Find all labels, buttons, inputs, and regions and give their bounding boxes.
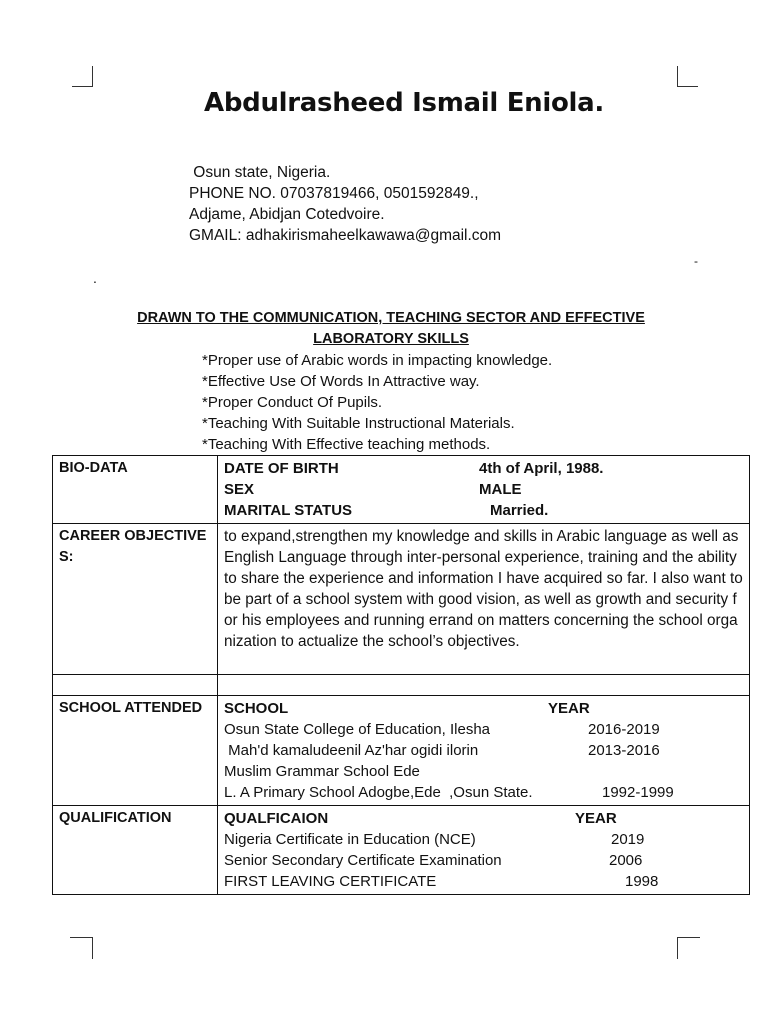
biodata-row <box>53 456 750 524</box>
schools-header <box>224 698 743 719</box>
qualification-entry <box>224 850 743 871</box>
school-entry <box>224 782 743 803</box>
crop-mark-bottom-left <box>92 937 93 959</box>
qualification-year: 2019 <box>611 831 645 848</box>
qualification-entry <box>224 871 743 892</box>
qualification-header-year: YEAR <box>575 810 617 827</box>
crop-mark-bottom-right-h <box>677 937 700 938</box>
school-year: 2013-2016 <box>588 742 660 759</box>
school-name: Mah'd kamaludeenil Az'har ogidi ilorin <box>224 742 479 759</box>
crop-mark-top-left-h <box>72 86 93 87</box>
sex-value: MALE <box>479 481 522 498</box>
qualification-header-qual: QUALFICAION <box>224 810 329 827</box>
page-title: Abdulrasheed Ismail Eniola. <box>204 88 604 118</box>
school-year: 1992-1999 <box>602 784 674 801</box>
dob-key: DATE OF BIRTH <box>224 460 339 477</box>
career-content <box>218 524 750 675</box>
school-entry <box>224 719 743 740</box>
marital-line <box>224 500 743 521</box>
career-row <box>53 524 750 675</box>
schools-row <box>53 696 750 806</box>
schools-header-school: SCHOOL <box>224 700 289 717</box>
school-name: L. A Primary School Adogbe,Ede ,Osun State. <box>224 784 533 801</box>
contact-phone: PHONE NO. 07037819466, 0501592849., <box>189 185 479 202</box>
skill-item: *Teaching With Suitable Instructional Materials. <box>202 415 515 432</box>
skill-item: *Proper Conduct Of Pupils. <box>202 394 383 411</box>
crop-mark-top-left <box>92 66 93 86</box>
skill-item: *Proper use of Arabic words in impacting knowledge. <box>202 352 553 369</box>
school-name: Osun State College of Education, Ilesha <box>224 721 491 738</box>
contact-location: Osun state, Nigeria. <box>189 164 331 181</box>
qualification-name: Nigeria Certificate in Education (NCE) <box>224 831 476 848</box>
contact-email: GMAIL: adhakirismaheelkawawa@gmail.com <box>189 227 502 244</box>
empty-row <box>53 675 750 696</box>
cv-table <box>52 455 750 895</box>
school-entry <box>224 740 743 761</box>
dob-value: 4th of April, 1988. <box>479 460 604 477</box>
stray-dot: . <box>93 270 97 286</box>
contact-address: Adjame, Abidjan Cotedvoire. <box>189 206 385 223</box>
empty-cell-right <box>218 675 750 696</box>
sex-key: SEX <box>224 481 255 498</box>
qualification-row <box>53 806 750 895</box>
schools-content <box>218 696 750 806</box>
marital-value: Married. <box>490 502 549 519</box>
qualification-header <box>224 808 743 829</box>
schools-header-year: YEAR <box>548 700 590 717</box>
qualification-content <box>218 806 750 895</box>
school-name: Muslim Grammar School Ede <box>224 763 420 780</box>
empty-cell-left <box>53 675 218 696</box>
dob-line <box>224 458 743 479</box>
crop-mark-top-right-h <box>677 86 698 87</box>
qualification-year: 2006 <box>609 852 643 869</box>
crop-mark-top-right <box>677 66 678 86</box>
sex-line <box>224 479 743 500</box>
skills-heading-line2: LABORATORY SKILLS <box>313 331 469 347</box>
stray-dash: - <box>694 254 698 268</box>
skill-item: *Effective Use Of Words In Attractive way. <box>202 373 480 390</box>
crop-mark-bottom-left-h <box>70 937 93 938</box>
career-label: CAREER OBJECTIVES: <box>53 524 218 675</box>
qualification-year: 1998 <box>625 873 659 890</box>
qualification-name: Senior Secondary Certificate Examination <box>224 852 502 869</box>
qualification-entry <box>224 829 743 850</box>
biodata-content <box>218 456 750 524</box>
school-year: 2016-2019 <box>588 721 660 738</box>
crop-mark-bottom-right <box>677 937 678 959</box>
marital-key: MARITAL STATUS <box>224 502 353 519</box>
qualification-name: FIRST LEAVING CERTIFICATE <box>224 873 437 890</box>
biodata-label: BIO-DATA <box>53 456 218 524</box>
skills-heading-line1: DRAWN TO THE COMMUNICATION, TEACHING SECTOR AND EFFECTIVE <box>137 310 645 326</box>
qualification-label: QUALIFICATION <box>53 806 218 895</box>
schools-label: SCHOOL ATTENDED <box>53 696 218 806</box>
contact-block <box>189 162 501 246</box>
school-entry <box>224 761 743 782</box>
skills-list <box>202 350 552 455</box>
skill-item: *Teaching With Effective teaching methods. <box>202 436 491 453</box>
career-objective-text: to expand,strengthen my knowledge and skills in Arabic language as well as English Language through inter-personal experience, training and the ability to share the experience and information I have acquired so far. I also want to be part of a school system with good vision, as well as growth and security for his employees and running errand on matters concerning the school organization to actualize the school’s objectives. <box>224 528 743 650</box>
